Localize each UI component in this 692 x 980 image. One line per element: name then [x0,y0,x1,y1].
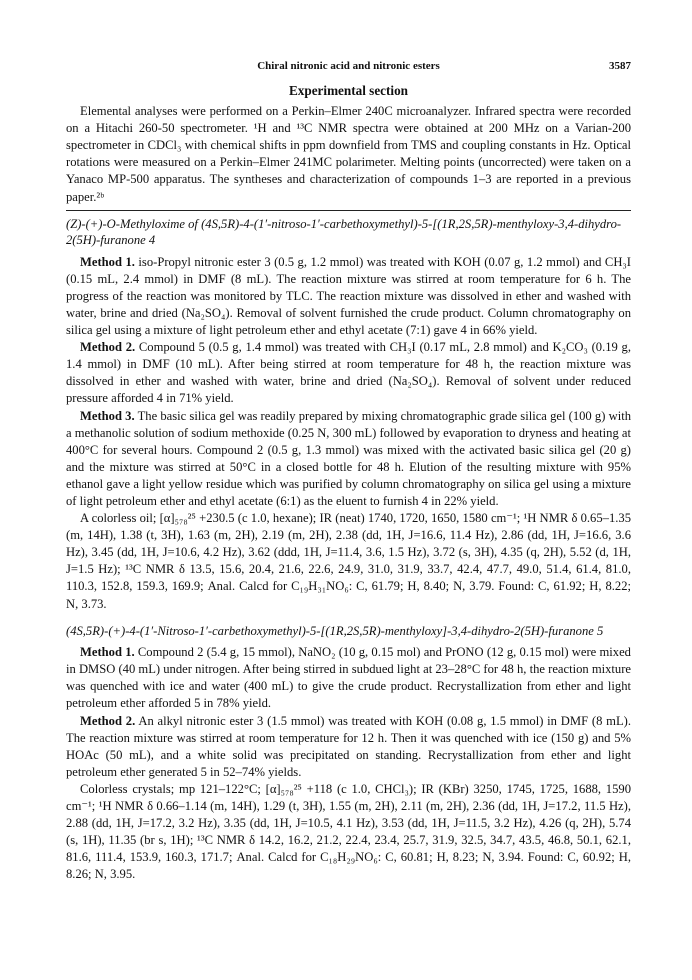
compound-5-characterization: Colorless crystals; mp 121–122°C; [α]₅₇₈²⁵ +118 (c 1.0, CHCl₃); IR (KBr) 3250, 1745, 1725, 1688, 1590 cm⁻¹; ¹H NMR δ 0.66–1.14 (m, 14H), 1.29 (t, 3H), 1.55 (m, 2H), 2.11 (m, 2H), 2.36 (dd, 1H, J=17.2, 11.5 Hz), 2.88 (dd, 1H, J=17.2, 3.2 Hz), 3.35 (dd, 1H, J=10.5, 4.1 Hz), 3.53 (dd, 1H, J=11.5, 3.2 Hz), 4.26 (q, 2H), 5.74 (s, 1H), 11.35 (br s, 1H); ¹³C NMR δ 14.2, 16.2, 21.2, 22.4, 23.4, 25.7, 31.9, 32.5, 34.7, 43.5, 46.8, 50.1, 62.1, 81.6, 111.4, 153.9, 160.3, 171.7; Anal. Calcd for C₁₈H₂₉NO₆: C, 60.81; H, 8.23; N, 3.94. Found: C, 60.92; H, 8.26; N, 3.95. [66,781,631,882]
compound-5-heading: (4S,5R)-(+)-4-(1′-Nitroso-1′-carbethoxymethyl)-5-[(1R,2S,5R)-menthyloxy]-3,4-dihydro-2(5H)-furanone 5 [66,623,604,638]
compound-4-method-3 [66,408,631,511]
method-text: The basic silica gel was readily prepared by mixing chromatographic grade silica gel (100 g) with a methanolic solution of sodium methoxide (0.25 N, 300 mL) followed by evaporation to dryness and heating at 400°C for several hours. Compound 2 (0.5 g, 1.3 mmol) was mixed with the activated basic silica gel (20 g) and the mixture was stirred at 50°C in a closed bottle for 48 h. Elution of the resulting mixture with 95% ethanol gave a light yellow residue which was purified by column chromatography on silica gel using a mixture of light petroleum ether and ethyl acetate (6:1) as the eluent to furnish 4 in 22% yield. [66,408,631,508]
method-text: Compound 2 (5.4 g, 15 mmol), NaNO₂ (10 g, 0.15 mol) and PrONO (12 g, 0.15 mol) were mixed in DMSO (40 mL) under nitrogen. After being stirred in subdued light at 23–28°C for 48 h, the reaction mixture was quenched with ice and water (400 mL) to give the crude product. Recrystallization from ether and light petroleum ether afforded 5 in 78% yield. [66,645,632,711]
method-label: Method 2. [80,713,136,728]
method-label: Method 1. [80,254,135,269]
running-head-title: Chiral nitronic acid and nitronic esters [257,60,440,72]
intro-paragraph: Elemental analyses were performed on a Perkin–Elmer 240C microanalyzer. Infrared spectra were recorded on a Hitachi 260-50 spectrometer. ¹H and ¹³C NMR spectra were obtained at 200 MHz on a Varian-200 spectrometer in CDCl₃ with chemical shifts in ppm downfield from TMS and coupling constants in Hz. Optical rotations were measured on a Perkin–Elmer 241MC polarimeter. Melting points (uncorrected) were taken on a Yanaco MP-500 apparatus. The syntheses and characterization of compounds 1–3 are reported in a previous paper.²ᵇ [66,104,631,204]
compound-4-method-1 [66,254,631,339]
compound-4-heading: (Z)-(+)-O-Methyloxime of (4S,5R)-4-(1′-nitroso-1′-carbethoxymethyl)-5-[(1R,2S,5R)-menthyloxy-3,4-dihydro-2(5H)-furanone 4 [66,216,622,248]
method-text: An alkyl nitronic ester 3 (1.5 mmol) was treated with KOH (0.08 g, 1.5 mmol) in DMF (8 mL). The reaction mixture was stirred at room temperature for 12 h. Then it was quenched with ice (150 g) and 5% HOAc (50 mL), and a white solid was precipitated on standing. Recrystallization from ether and light petroleum ether generated 5 in 52–74% yields. [66,713,631,779]
method-label: Method 1. [80,645,135,660]
spacer [66,613,631,619]
compound-5-method-1 [66,644,631,712]
page-number: 3587 [609,60,631,72]
method-text: Compound 5 (0.5 g, 1.4 mmol) was treated with CH₃I (0.17 mL, 2.8 mmol) and K₂CO₃ (0.19 g, 1.4 mmol) in DMF (10 mL). After being stirred at room temperature for 48 h, the reaction mixture was dissolved in ether and washed with water, brine and dried (Na₂SO₄). Removal of solvent under reduced pressure afforded 4 in 71% yield. [66,340,631,406]
method-label: Method 3. [80,408,135,423]
method-label: Method 2. [80,340,136,355]
section-divider [66,210,631,211]
compound-5-method-2 [66,713,631,781]
compound-4-characterization: A colorless oil; [α]₅₇₈²⁵ +230.5 (c 1.0, hexane); IR (neat) 1740, 1720, 1650, 1580 cm⁻¹; ¹H NMR δ 0.65–1.35 (m, 14H), 1.38 (t, 3H), 1.63 (m, 2H), 2.19 (m, 2H), 2.38 (dd, 1H, J=16.6, 11.4 Hz), 2.86 (dd, 1H, J=16.6, 3.6 Hz), 3.45 (dd, 1H, J=10.6, 4.2 Hz), 3.62 (ddd, 1H, J=11.4, 3.6, 1.5 Hz), 3.72 (s, 3H), 4.35 (q, 2H), 5.52 (d, 1H, J=1.5 Hz); ¹³C NMR δ 13.5, 15.6, 20.4, 21.6, 22.6, 24.9, 31.0, 31.9, 33.7, 42.4, 47.7, 49.0, 51.4, 61.4, 81.0, 110.3, 152.8, 159.3, 169.9; Anal. Calcd for C₁₉H₃₁NO₆: C, 61.79; H, 8.40; N, 3.79. Found: C, 61.92; H, 8.22; N, 3.73. [66,511,631,611]
page [66,58,631,883]
section-title: Experimental section [288,83,409,98]
compound-4-method-2 [66,339,631,407]
running-head [66,58,631,74]
method-text: iso-Propyl nitronic ester 3 (0.5 g, 1.2 mmol) was treated with KOH (0.07 g, 1.2 mmol) and CH₃I (0.15 mL, 2.4 mmol) in DMF (8 mL). The reaction mixture was stirred at room temperature for 6 h. The progress of the reaction was monitored by TLC. The reaction mixture was dissolved in ether and washed with water, brine and dried (Na₂SO₄). Removal of solvent furnished the crude product. Column chromatography on silica gel using a mixture of light petroleum ether and ethyl acetate (7:1) gave 4 in 66% yield. [66,254,631,338]
